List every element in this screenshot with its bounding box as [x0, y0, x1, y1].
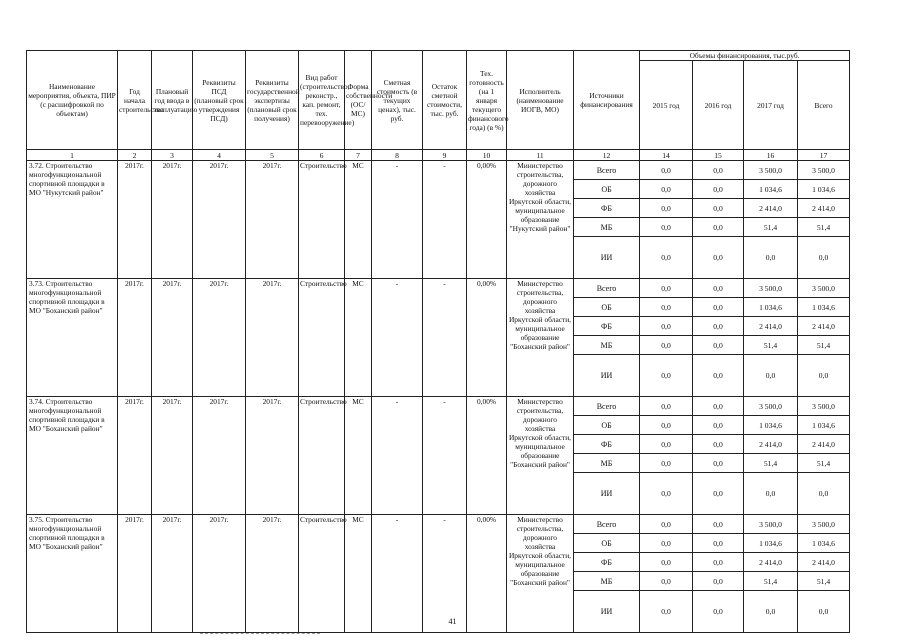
funding-2015: 0,0: [640, 355, 693, 397]
object-psd: 2017г.: [193, 397, 246, 515]
object-row: [27, 279, 850, 298]
funding-2017: 1 034,6: [744, 416, 798, 435]
object-remainder: -: [423, 161, 467, 279]
funding-2015: 0,0: [640, 298, 693, 317]
object-name: 3.73. Строительство многофункциональной спортивной площадки в МО "Боханский район": [27, 279, 118, 397]
funding-2017: 2 414,0: [744, 435, 798, 454]
funding-2015: 0,0: [640, 180, 693, 199]
object-ownership: МС: [345, 279, 372, 397]
header-expertise: Реквизиты государственной экспертизы (плановый срок получения): [246, 51, 299, 150]
funding-2017: 3 500,0: [744, 515, 798, 534]
funding-total: 0,0: [798, 591, 850, 633]
funding-2015: 0,0: [640, 218, 693, 237]
header-cost: Сметная стоимость (в текущих ценах), тыс. руб.: [372, 51, 423, 150]
header-funding-group: Объемы финансирования, тыс.руб.: [640, 51, 850, 61]
object-cost: -: [372, 161, 423, 279]
column-number: 9: [423, 150, 467, 161]
object-ownership: МС: [345, 515, 372, 633]
funding-2015: 0,0: [640, 279, 693, 298]
funding-total: 3 500,0: [798, 279, 850, 298]
object-name: 3.75. Строительство многофункциональной спортивной площадки в МО "Боханский район": [27, 515, 118, 633]
column-number: 10: [467, 150, 507, 161]
column-number: 7: [345, 150, 372, 161]
funding-2017: 1 034,6: [744, 534, 798, 553]
funding-2016: 0,0: [693, 336, 744, 355]
funding-source: Всего: [574, 515, 640, 534]
object-executor: Министерство строительства, дорожного хозяйства Иркутской области, муниципальное образование "Нукутский район": [507, 161, 574, 279]
table-header: [27, 51, 850, 161]
column-number: 17: [798, 150, 850, 161]
header-psd: Реквизиты ПСД (плановый срок утверждения ПСД): [193, 51, 246, 150]
object-name: 3.72. Строительство многофункциональной спортивной площадки в МО "Нукутский район": [27, 161, 118, 279]
funding-2016: 0,0: [693, 515, 744, 534]
header-readiness: Тех. готовность (на 1 января текущего финансового года) (в %): [467, 51, 507, 150]
funding-2017: 2 414,0: [744, 317, 798, 336]
page-number: 41: [448, 617, 457, 626]
funding-2017: 0,0: [744, 473, 798, 515]
column-number: 6: [299, 150, 345, 161]
funding-2016: 0,0: [693, 279, 744, 298]
funding-source: ИИ: [574, 355, 640, 397]
funding-2015: 0,0: [640, 336, 693, 355]
funding-source: МБ: [574, 572, 640, 591]
object-name: 3.74. Строительство многофункциональной спортивной площадки в МО "Боханский район": [27, 397, 118, 515]
header-plan-year: Плановый год ввода в эксплуатацию: [152, 51, 193, 150]
funding-2015: 0,0: [640, 161, 693, 180]
column-number: 3: [152, 150, 193, 161]
funding-2017: 2 414,0: [744, 553, 798, 572]
funding-2016: 0,0: [693, 298, 744, 317]
funding-total: 51,4: [798, 572, 850, 591]
object-readiness: 0,00%: [467, 161, 507, 279]
funding-2015: 0,0: [640, 534, 693, 553]
funding-2016: 0,0: [693, 416, 744, 435]
funding-2016: 0,0: [693, 355, 744, 397]
funding-2017: 3 500,0: [744, 279, 798, 298]
funding-source: Всего: [574, 397, 640, 416]
object-row: [27, 161, 850, 180]
column-number: 15: [693, 150, 744, 161]
funding-2015: 0,0: [640, 199, 693, 218]
object-remainder: -: [423, 279, 467, 397]
header-remainder: Остаток сметной стоимости, тыс. руб.: [423, 51, 467, 150]
column-number: 8: [372, 150, 423, 161]
table-body: [27, 161, 850, 633]
funding-source: ФБ: [574, 435, 640, 454]
funding-2016: 0,0: [693, 397, 744, 416]
funding-total: 3 500,0: [798, 397, 850, 416]
funding-2016: 0,0: [693, 180, 744, 199]
header-year-2015: 2015 год: [640, 61, 693, 150]
column-number: 2: [118, 150, 152, 161]
funding-total: 1 034,6: [798, 180, 850, 199]
funding-2017: 0,0: [744, 355, 798, 397]
header-work-type: Вид работ (строительство, реконстр., кап. ремонт, тех. перевооружение): [299, 51, 345, 150]
funding-source: ОБ: [574, 534, 640, 553]
object-plan-year: 2017г.: [152, 515, 193, 633]
funding-source: ОБ: [574, 416, 640, 435]
object-readiness: 0,00%: [467, 515, 507, 633]
funding-2015: 0,0: [640, 454, 693, 473]
object-start-year: 2017г.: [118, 279, 152, 397]
document-sheet: [26, 50, 850, 633]
object-start-year: 2017г.: [118, 397, 152, 515]
funding-2015: 0,0: [640, 473, 693, 515]
funding-2016: 0,0: [693, 317, 744, 336]
object-work-type: Строительство: [299, 397, 345, 515]
object-row: [27, 397, 850, 416]
funding-source: ОБ: [574, 180, 640, 199]
funding-source: ИИ: [574, 473, 640, 515]
funding-2015: 0,0: [640, 553, 693, 572]
object-work-type: Строительство: [299, 515, 345, 633]
object-expertise: 2017г.: [246, 279, 299, 397]
funding-total: 1 034,6: [798, 416, 850, 435]
funding-2016: 0,0: [693, 199, 744, 218]
funding-total: 0,0: [798, 473, 850, 515]
column-number: 1: [27, 150, 118, 161]
object-start-year: 2017г.: [118, 515, 152, 633]
object-remainder: -: [423, 515, 467, 633]
header-ownership: Форма собственности (ОС/МС): [345, 51, 372, 150]
funding-2015: 0,0: [640, 515, 693, 534]
funding-2015: 0,0: [640, 435, 693, 454]
object-cost: -: [372, 397, 423, 515]
object-expertise: 2017г.: [246, 515, 299, 633]
object-remainder: -: [423, 397, 467, 515]
funding-source: МБ: [574, 454, 640, 473]
object-row: [27, 515, 850, 534]
funding-2017: 3 500,0: [744, 397, 798, 416]
object-plan-year: 2017г.: [152, 279, 193, 397]
funding-2015: 0,0: [640, 572, 693, 591]
object-executor: Министерство строительства, дорожного хозяйства Иркутской области, муниципальное образование "Боханский район": [507, 515, 574, 633]
object-cost: -: [372, 515, 423, 633]
funding-2017: 3 500,0: [744, 161, 798, 180]
column-number-row: [27, 150, 850, 161]
object-executor: Министерство строительства, дорожного хозяйства Иркутской области, муниципальное образование "Боханский район": [507, 279, 574, 397]
funding-source: ОБ: [574, 298, 640, 317]
object-expertise: 2017г.: [246, 397, 299, 515]
object-psd: 2017г.: [193, 161, 246, 279]
funding-2015: 0,0: [640, 317, 693, 336]
funding-source: ИИ: [574, 237, 640, 279]
funding-2017: 0,0: [744, 237, 798, 279]
object-readiness: 0,00%: [467, 279, 507, 397]
funding-2017: 2 414,0: [744, 199, 798, 218]
object-expertise: 2017г.: [246, 161, 299, 279]
funding-2016: 0,0: [693, 454, 744, 473]
object-ownership: МС: [345, 397, 372, 515]
funding-2015: 0,0: [640, 591, 693, 633]
header-year-2017: 2017 год: [744, 61, 798, 150]
footer-rule: [200, 633, 320, 634]
funding-2016: 0,0: [693, 435, 744, 454]
funding-2016: 0,0: [693, 591, 744, 633]
funding-source: ФБ: [574, 199, 640, 218]
object-work-type: Строительство: [299, 161, 345, 279]
funding-total: 1 034,6: [798, 534, 850, 553]
object-psd: 2017г.: [193, 279, 246, 397]
funding-2015: 0,0: [640, 416, 693, 435]
funding-total: 51,4: [798, 336, 850, 355]
header-year-2016: 2016 год: [693, 61, 744, 150]
funding-2016: 0,0: [693, 534, 744, 553]
object-cost: -: [372, 279, 423, 397]
funding-total: 2 414,0: [798, 199, 850, 218]
funding-total: 3 500,0: [798, 515, 850, 534]
object-readiness: 0,00%: [467, 397, 507, 515]
funding-2017: 51,4: [744, 454, 798, 473]
header-start-year: Год начала строительства: [118, 51, 152, 150]
object-plan-year: 2017г.: [152, 397, 193, 515]
funding-table: [26, 50, 850, 633]
funding-2017: 1 034,6: [744, 180, 798, 199]
funding-2015: 0,0: [640, 397, 693, 416]
column-number: 4: [193, 150, 246, 161]
funding-source: Всего: [574, 279, 640, 298]
header-total: Всего: [798, 61, 850, 150]
funding-total: 2 414,0: [798, 435, 850, 454]
funding-2016: 0,0: [693, 161, 744, 180]
column-number: 16: [744, 150, 798, 161]
funding-2017: 0,0: [744, 591, 798, 633]
column-number: 5: [246, 150, 299, 161]
funding-2016: 0,0: [693, 237, 744, 279]
funding-total: 3 500,0: [798, 161, 850, 180]
object-ownership: МС: [345, 161, 372, 279]
column-number: 12: [574, 150, 640, 161]
funding-source: МБ: [574, 336, 640, 355]
funding-2015: 0,0: [640, 237, 693, 279]
funding-2016: 0,0: [693, 553, 744, 572]
funding-source: ИИ: [574, 591, 640, 633]
object-psd: 2017г.: [193, 515, 246, 633]
object-executor: Министерство строительства, дорожного хозяйства Иркутской области, муниципальное образование "Боханский район": [507, 397, 574, 515]
column-number: 11: [507, 150, 574, 161]
funding-2016: 0,0: [693, 572, 744, 591]
funding-2017: 51,4: [744, 218, 798, 237]
funding-total: 51,4: [798, 218, 850, 237]
funding-2016: 0,0: [693, 473, 744, 515]
header-name: Наименование мероприятия, объекта, ПИР (с расшифровкой по объектам): [27, 51, 118, 150]
funding-source: ФБ: [574, 317, 640, 336]
funding-total: 51,4: [798, 454, 850, 473]
header-sources: Источники финансирования: [574, 51, 640, 150]
funding-total: 0,0: [798, 237, 850, 279]
funding-2017: 1 034,6: [744, 298, 798, 317]
funding-total: 2 414,0: [798, 317, 850, 336]
column-number: 14: [640, 150, 693, 161]
funding-total: 0,0: [798, 355, 850, 397]
funding-2017: 51,4: [744, 572, 798, 591]
funding-source: Всего: [574, 161, 640, 180]
object-work-type: Строительство: [299, 279, 345, 397]
funding-2016: 0,0: [693, 218, 744, 237]
object-start-year: 2017г.: [118, 161, 152, 279]
funding-2017: 51,4: [744, 336, 798, 355]
funding-source: ФБ: [574, 553, 640, 572]
funding-source: МБ: [574, 218, 640, 237]
funding-total: 2 414,0: [798, 553, 850, 572]
header-executor: Исполнитель (наименование ИОГВ, МО): [507, 51, 574, 150]
object-plan-year: 2017г.: [152, 161, 193, 279]
funding-total: 1 034,6: [798, 298, 850, 317]
